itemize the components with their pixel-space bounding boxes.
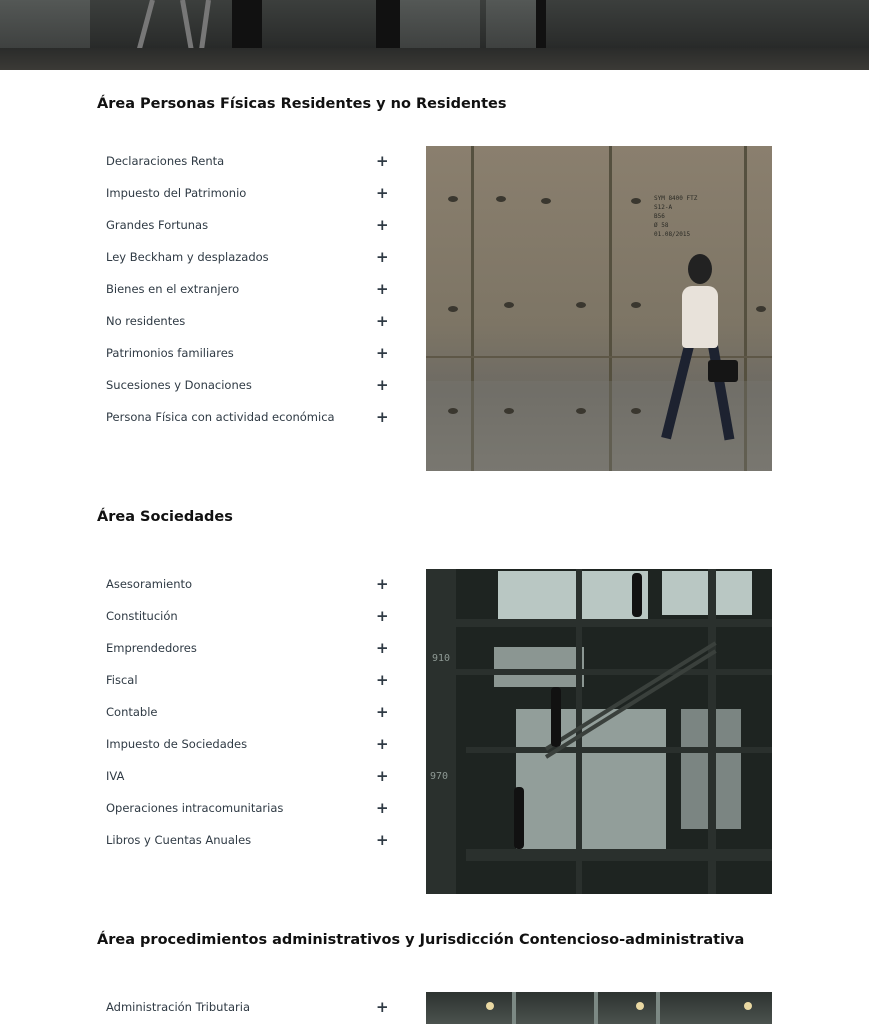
- plus-icon[interactable]: +: [376, 215, 389, 234]
- accordion-item-label: Sucesiones y Donaciones: [106, 378, 252, 392]
- section-image-interior: [426, 992, 772, 1024]
- plus-icon[interactable]: +: [376, 734, 389, 753]
- accordion-item-label: IVA: [106, 769, 125, 783]
- accordion-item[interactable]: [106, 369, 388, 401]
- accordion-item-label: Grandes Fortunas: [106, 218, 209, 232]
- plus-icon[interactable]: +: [376, 798, 389, 817]
- accordion-item[interactable]: [106, 728, 388, 760]
- section-image-concrete-wall: [426, 146, 772, 471]
- accordion-item[interactable]: [106, 760, 388, 792]
- plus-icon[interactable]: +: [376, 766, 389, 785]
- accordion-item-label: Administración Tributaria: [106, 1000, 250, 1014]
- plus-icon[interactable]: +: [376, 407, 389, 426]
- accordion-item-label: Fiscal: [106, 673, 138, 687]
- accordion-item-label: Declaraciones Renta: [106, 154, 225, 168]
- accordion-item[interactable]: [106, 305, 388, 337]
- accordion-procedimientos: [106, 991, 388, 1023]
- plus-icon[interactable]: +: [376, 670, 389, 689]
- accordion-item-label: Operaciones intracomunitarias: [106, 801, 284, 815]
- plus-icon[interactable]: +: [376, 151, 389, 170]
- accordion-item[interactable]: [106, 991, 388, 1023]
- accordion-sociedades: [106, 568, 388, 856]
- accordion-item[interactable]: [106, 824, 388, 856]
- accordion-item[interactable]: [106, 792, 388, 824]
- accordion-item[interactable]: [106, 696, 388, 728]
- section-image-library: 910 970: [426, 569, 772, 894]
- accordion-item[interactable]: [106, 209, 388, 241]
- plus-icon[interactable]: +: [376, 997, 389, 1016]
- accordion-item-label: Constitución: [106, 609, 178, 623]
- plus-icon[interactable]: +: [376, 638, 389, 657]
- plus-icon[interactable]: +: [376, 279, 389, 298]
- plus-icon[interactable]: +: [376, 343, 389, 362]
- accordion-item-label: Impuesto del Patrimonio: [106, 186, 247, 200]
- accordion-item[interactable]: [106, 664, 388, 696]
- section-title-sociedades: Área Sociedades: [97, 509, 233, 525]
- accordion-item-label: Patrimonios familiares: [106, 346, 234, 360]
- accordion-item-label: Libros y Cuentas Anuales: [106, 833, 252, 847]
- accordion-item-label: Bienes en el extranjero: [106, 282, 240, 296]
- plus-icon[interactable]: +: [376, 183, 389, 202]
- accordion-item[interactable]: [106, 273, 388, 305]
- section-title-procedimientos: Área procedimientos administrativos y Jurisdicción Contencioso-administrativa: [97, 932, 745, 948]
- accordion-item[interactable]: [106, 568, 388, 600]
- accordion-item[interactable]: [106, 241, 388, 273]
- accordion-item[interactable]: [106, 600, 388, 632]
- plus-icon[interactable]: +: [376, 606, 389, 625]
- accordion-personas: [106, 145, 388, 433]
- accordion-item-label: Persona Física con actividad económica: [106, 410, 335, 424]
- accordion-item-label: Asesoramiento: [106, 577, 193, 591]
- accordion-item-label: Impuesto de Sociedades: [106, 737, 248, 751]
- accordion-item[interactable]: [106, 145, 388, 177]
- accordion-item[interactable]: [106, 632, 388, 664]
- plus-icon[interactable]: +: [376, 830, 389, 849]
- hero-image: [0, 0, 869, 70]
- plus-icon[interactable]: +: [376, 247, 389, 266]
- wall-stencil-text: SYM 8400 FTZ S12-A B56 Ø 58 01.08/2015: [654, 195, 698, 238]
- section-title-personas: Área Personas Físicas Residentes y no Residentes: [97, 96, 507, 112]
- accordion-item[interactable]: [106, 337, 388, 369]
- plus-icon[interactable]: +: [376, 311, 389, 330]
- accordion-item-label: Emprendedores: [106, 641, 197, 655]
- accordion-item[interactable]: [106, 401, 388, 433]
- accordion-item-label: No residentes: [106, 314, 186, 328]
- plus-icon[interactable]: +: [376, 574, 389, 593]
- accordion-item-label: Ley Beckham y desplazados: [106, 250, 269, 264]
- plus-icon[interactable]: +: [376, 702, 389, 721]
- plus-icon[interactable]: +: [376, 375, 389, 394]
- accordion-item-label: Contable: [106, 705, 158, 719]
- accordion-item[interactable]: [106, 177, 388, 209]
